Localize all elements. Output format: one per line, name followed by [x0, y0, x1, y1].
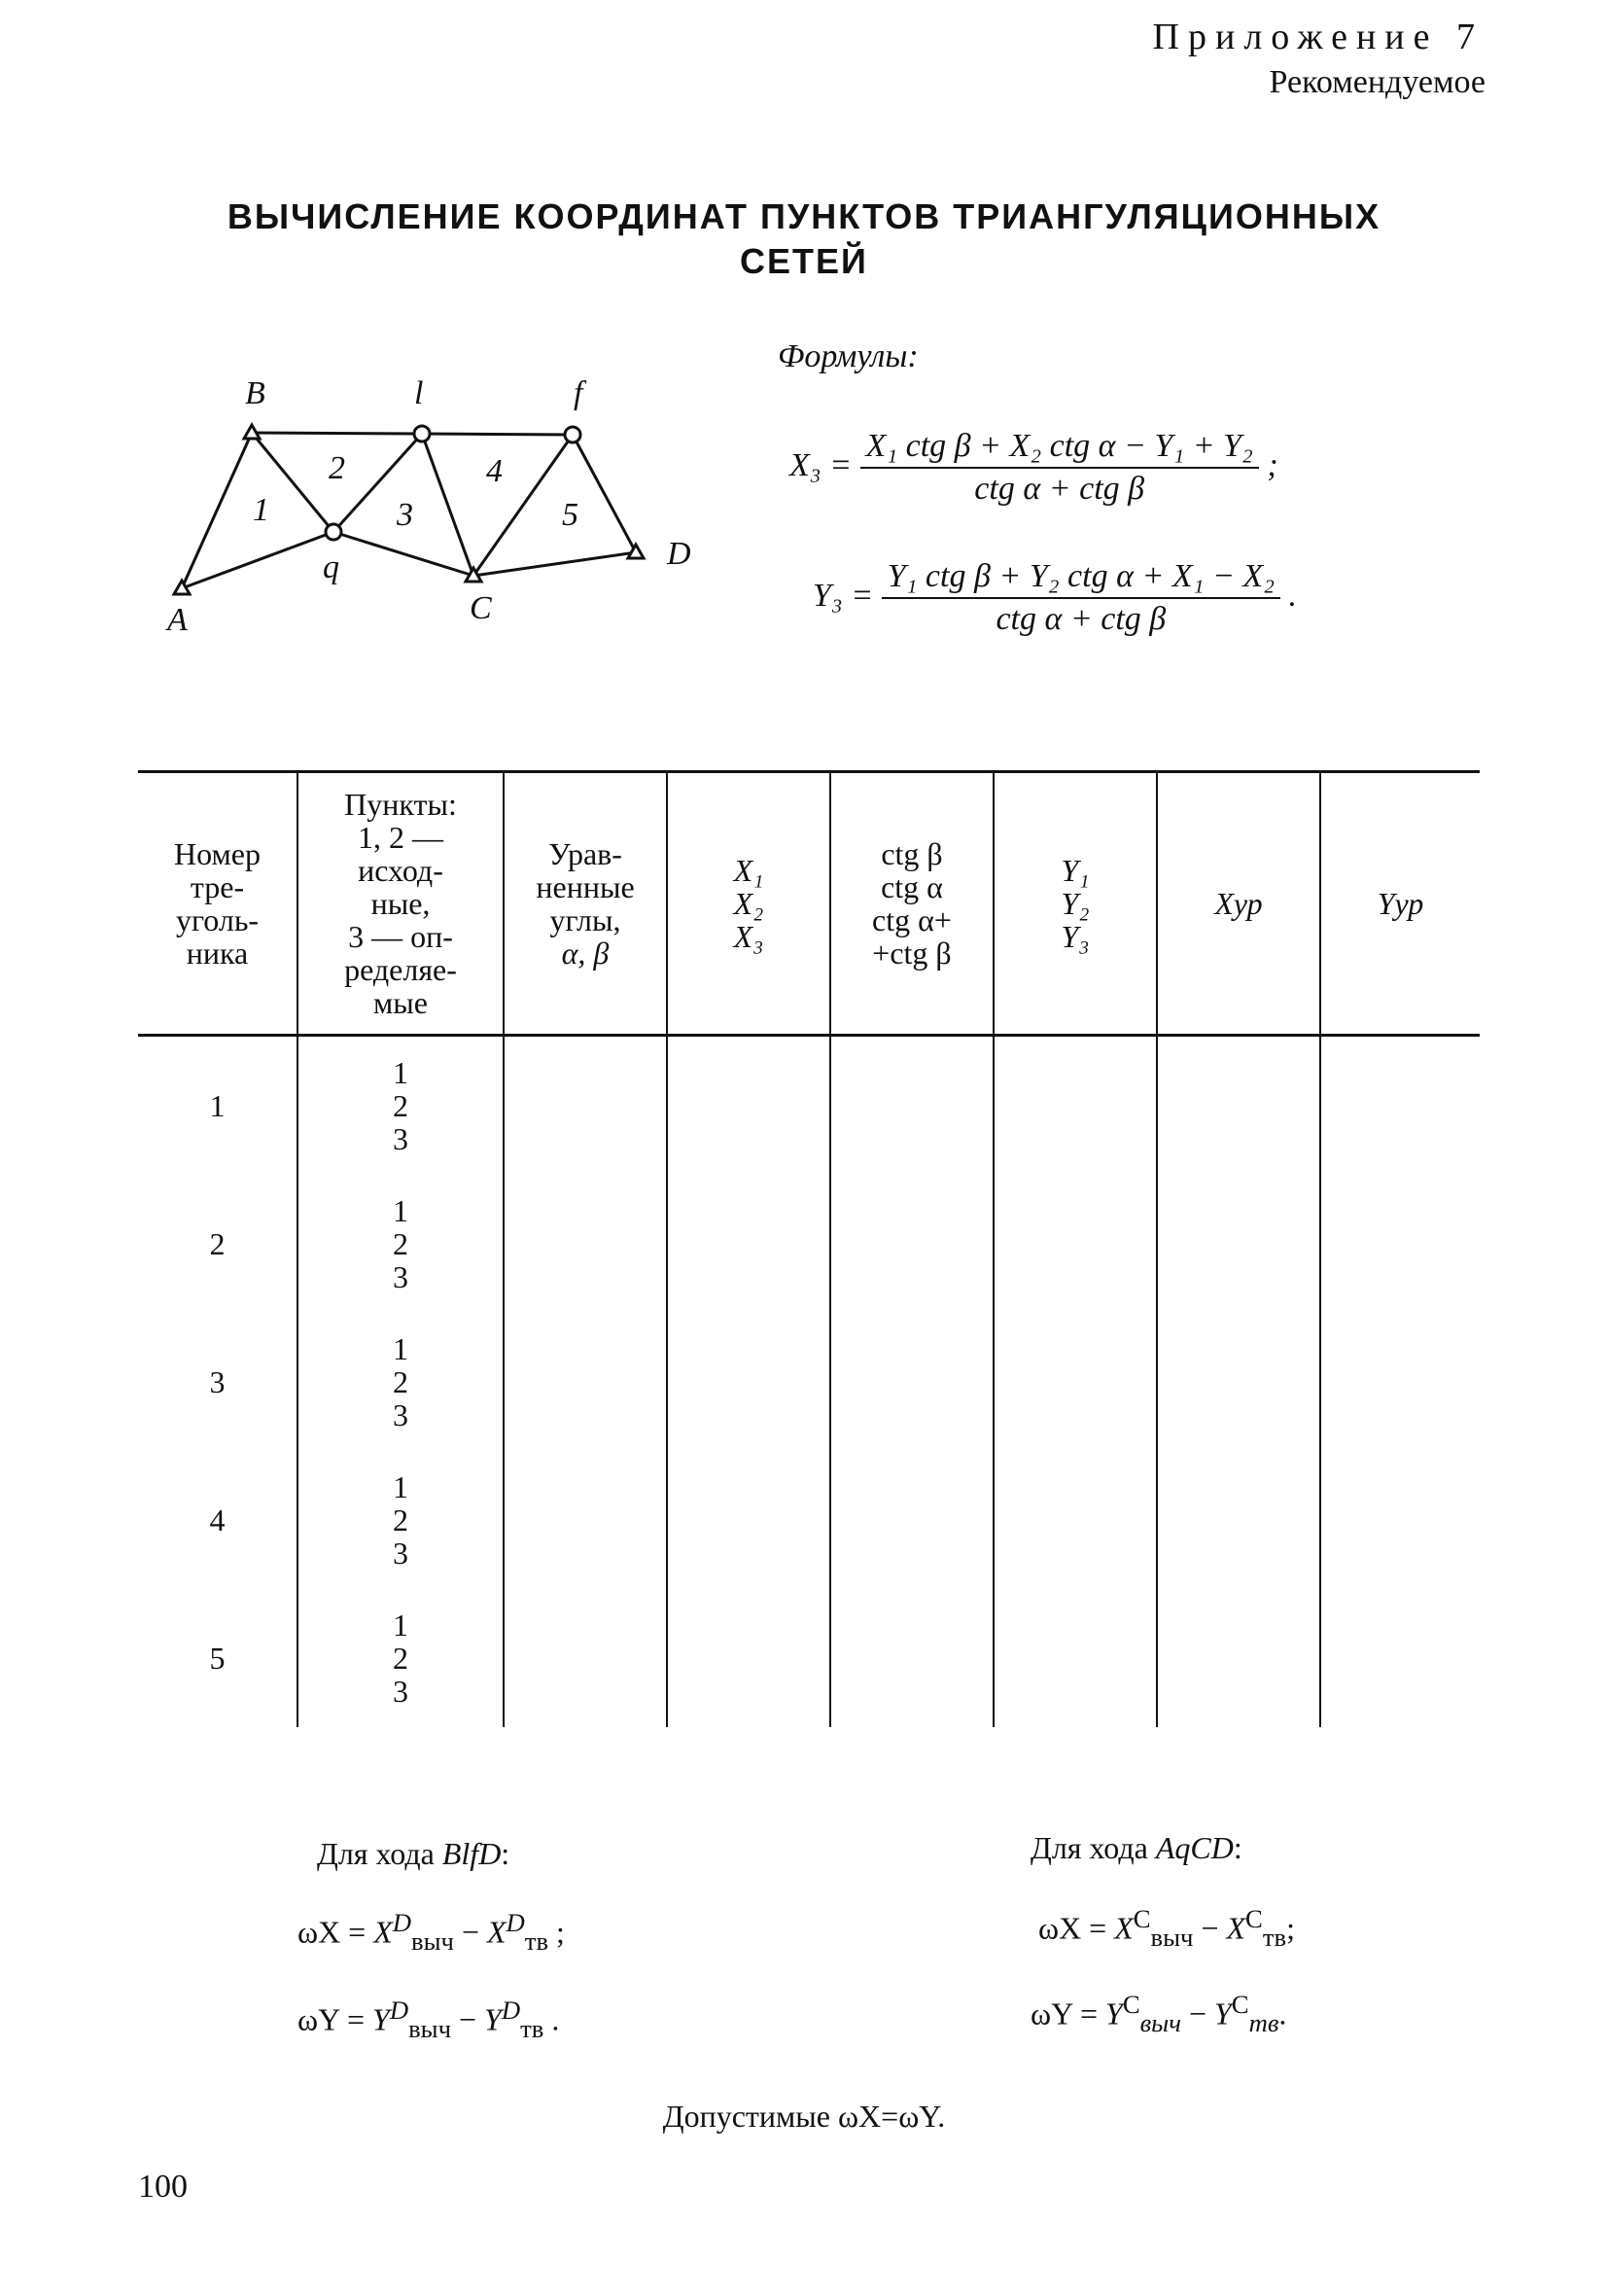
empty-cell: [667, 1175, 830, 1313]
formula-y3-end: .: [1288, 577, 1298, 614]
col-header-y-adjusted: Yур: [1320, 772, 1480, 1036]
table-row: [138, 1175, 1480, 1313]
triangle-marker-icon-A: [174, 581, 190, 594]
empty-cell: [994, 1313, 1157, 1451]
closure-right-label: Для хода AqCD:: [1031, 1830, 1242, 1865]
closure-left-x: $\omega X = X^D_{выч} - X^D_{тв}$ ;: [297, 1908, 565, 1957]
empty-cell: [504, 1036, 667, 1176]
title-line-1: ВЫЧИСЛЕНИЕ КООРДИНАТ ПУНКТОВ ТРИАНГУЛЯЦИОННЫХ: [227, 196, 1381, 236]
table-row: [138, 1451, 1480, 1589]
col-header-x-adjusted: Xур: [1157, 772, 1320, 1036]
empty-cell: [830, 1451, 994, 1589]
empty-cell: [1320, 1313, 1480, 1451]
appendix-number: Приложение 7: [1152, 17, 1484, 57]
triangle-marker-icon-B: [244, 425, 260, 439]
closure-left-label: Для хода BlfD:: [317, 1836, 510, 1871]
points-cell: 1 2 3: [297, 1036, 504, 1176]
formula-x3-lhs: X₃ =: [789, 446, 853, 483]
empty-cell: [667, 1036, 830, 1176]
empty-cell: [1320, 1451, 1480, 1589]
page-title: [0, 194, 1608, 284]
point-label-l: l: [414, 375, 424, 411]
empty-cell: [667, 1313, 830, 1451]
empty-cell: [994, 1036, 1157, 1176]
points-cell: 1 2 3: [297, 1451, 504, 1589]
circle-marker-icon-f: [565, 427, 580, 442]
appendix-status: Рекомендуемое: [1269, 64, 1486, 100]
triangle-label-4: 4: [486, 453, 503, 489]
empty-cell: [1157, 1313, 1320, 1451]
col-header-ctg: ctg β ctg α ctg α+ +ctg β: [830, 772, 994, 1036]
empty-cell: [1320, 1175, 1480, 1313]
formula-x3: [789, 428, 1278, 508]
empty-cell: [1320, 1589, 1480, 1727]
triangle-label-1: 1: [253, 492, 269, 528]
empty-cell: [667, 1451, 830, 1589]
empty-cell: [1157, 1036, 1320, 1176]
formula-y3-lhs: Y₃ =: [813, 577, 874, 614]
formula-x3-denominator: ctg α + ctg β: [974, 471, 1145, 507]
point-label-C: C: [470, 590, 492, 626]
point-label-D: D: [667, 536, 691, 572]
empty-cell: [994, 1589, 1157, 1727]
point-label-q: q: [323, 549, 339, 585]
col-header-x-coords: X₁ X₂ X₃: [667, 772, 830, 1036]
triangle-label-2: 2: [329, 450, 345, 486]
triangle-number-cell: 5: [209, 1641, 226, 1676]
empty-cell: [830, 1175, 994, 1313]
triangle-label-3: 3: [397, 497, 413, 533]
empty-cell: [1157, 1589, 1320, 1727]
point-label-f: f: [574, 375, 583, 411]
point-label-B: B: [245, 375, 265, 411]
triangulation-network-diagram: [156, 370, 700, 652]
formula-x3-numerator: X₁ ctg β + X₂ ctg α − Y₁ + Y₂: [860, 428, 1259, 469]
empty-cell: [1157, 1175, 1320, 1313]
circle-marker-icon-l: [414, 426, 430, 442]
page-number: 100: [138, 2169, 188, 2205]
empty-cell: [830, 1589, 994, 1727]
table-row: [138, 1313, 1480, 1451]
triangle-number-cell: 3: [209, 1364, 226, 1399]
col-header-adjusted-angles: Урав- ненные углы, α, β: [504, 772, 667, 1036]
points-cell: 1 2 3: [297, 1175, 504, 1313]
empty-cell: [1320, 1036, 1480, 1176]
formula-x3-end: ;: [1267, 446, 1278, 483]
empty-cell: [994, 1451, 1157, 1589]
point-label-A: A: [167, 602, 188, 638]
col-header-y-coords: Y₁ Y₂ Y₃: [994, 772, 1157, 1036]
points-cell: 1 2 3: [297, 1589, 504, 1727]
empty-cell: [994, 1175, 1157, 1313]
title-line-2: СЕТЕЙ: [740, 241, 868, 281]
empty-cell: [504, 1589, 667, 1727]
triangle-number-cell: 1: [209, 1088, 226, 1123]
closure-left-y: $\omega Y = Y^D_{выч} - Y^D_{тв}$ .: [297, 1996, 560, 2044]
table-row: [138, 1036, 1480, 1176]
closure-right-x: $\omega X = X^C_{выч} - X^C_{тв}$;: [1038, 1904, 1295, 1953]
empty-cell: [830, 1036, 994, 1176]
formula-y3: [813, 558, 1297, 638]
empty-cell: [504, 1451, 667, 1589]
triangle-number-cell: 4: [209, 1502, 226, 1537]
col-header-triangle-number: Номер тре- уголь- ника: [138, 772, 297, 1036]
formulas-label: Формулы:: [778, 338, 919, 374]
table-header-row: [138, 772, 1480, 1036]
formula-y3-numerator: Y₁ ctg β + Y₂ ctg α + X₁ − X₂: [882, 558, 1280, 599]
empty-cell: [504, 1313, 667, 1451]
empty-cell: [1157, 1451, 1320, 1589]
triangle-number-cell: 2: [209, 1226, 226, 1261]
formula-y3-fraction: [882, 558, 1280, 638]
points-cell: 1 2 3: [297, 1313, 504, 1451]
empty-cell: [667, 1589, 830, 1727]
empty-cell: [504, 1175, 667, 1313]
triangle-marker-icon-D: [628, 545, 644, 558]
allowed-closure-note: Допустимые ωX=ωY.: [662, 2099, 946, 2134]
formula-x3-fraction: [860, 428, 1259, 508]
empty-cell: [830, 1313, 994, 1451]
formula-y3-denominator: ctg α + ctg β: [996, 601, 1167, 637]
table-row: [138, 1589, 1480, 1727]
circle-marker-icon-q: [326, 524, 341, 540]
col-header-points: Пункты: 1, 2 — исход- ные, 3 — оп- ределяе- мые: [297, 772, 504, 1036]
coordinates-table: [138, 770, 1480, 1727]
triangle-label-5: 5: [562, 497, 578, 533]
closure-right-y: $\omega Y = Y^C_{выч} - Y^C_{тв}$.: [1031, 1990, 1287, 2038]
